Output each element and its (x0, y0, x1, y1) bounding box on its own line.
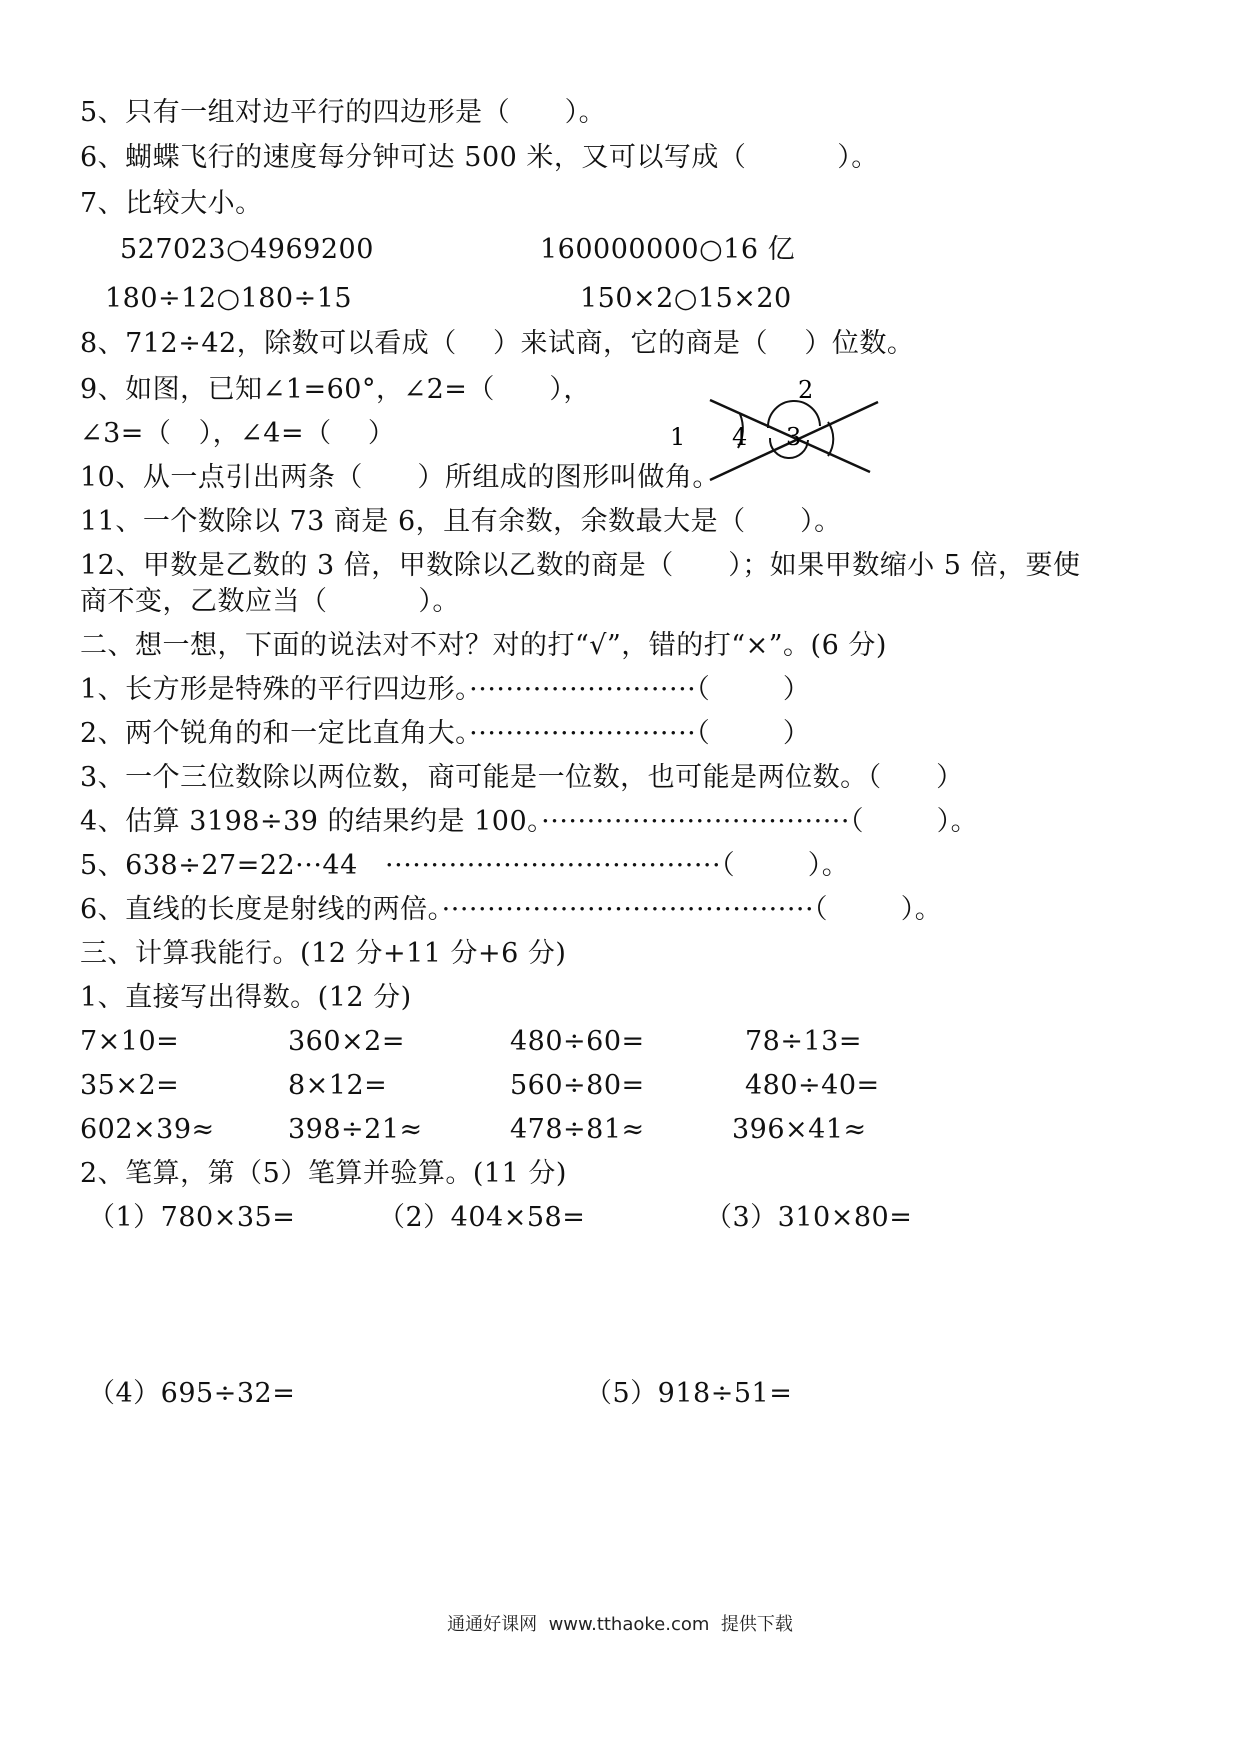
question-5: 5、只有一组对边平行的四边形是（ ）。 (80, 97, 607, 128)
calc-section-heading: 三、计算我能行。(12 分+11 分+6 分) (80, 938, 567, 969)
compare-item-2: 160000000○16 亿 (540, 234, 796, 265)
direct-calc-heading: 1、直接写出得数。(12 分) (80, 982, 412, 1013)
direct-calc-cell: 480÷40= (745, 1070, 880, 1101)
judge-item-3: 3、一个三位数除以两位数，商可能是一位数，也可能是两位数。（ ） (80, 762, 964, 793)
angle-label-3: 3 (786, 423, 802, 451)
question-8: 8、712÷42，除数可以看成（ ）来试商，它的商是（ ）位数。 (80, 328, 915, 359)
direct-calc-cell: 396×41≈ (732, 1114, 867, 1145)
judge-item-1: 1、长方形是特殊的平行四边形。·························（ ） (80, 674, 811, 705)
angle-figure (670, 376, 900, 510)
direct-calc-cell: 480÷60= (510, 1026, 645, 1057)
direct-calc-cell: 560÷80= (510, 1070, 645, 1101)
question-7: 7、比较大小。 (80, 188, 263, 219)
question-12-line-2: 商不变，乙数应当（ ）。 (80, 586, 460, 617)
question-6: 6、蝴蝶飞行的速度每分钟可达 500 米，又可以写成（ ）。 (80, 142, 879, 173)
direct-calc-cell: 8×12= (288, 1070, 388, 1101)
angle-label-2: 2 (798, 376, 814, 404)
compare-item-1: 527023○4969200 (120, 234, 374, 265)
judge-section-heading: 二、想一想，下面的说法对不对？对的打“√”，错的打“×”。(6 分) (80, 630, 887, 661)
written-calc-item: （1）780×35= (88, 1202, 296, 1233)
angle-label-1: 1 (670, 423, 686, 451)
compare-item-4: 150×2○15×20 (580, 283, 792, 314)
direct-calc-cell: 602×39≈ (80, 1114, 215, 1145)
question-11: 11、一个数除以 73 商是 6，且有余数，余数最大是（ ）。 (80, 506, 842, 537)
direct-calc-cell: 78÷13= (745, 1026, 862, 1057)
direct-calc-cell: 7×10= (80, 1026, 180, 1057)
written-calc-item: （4）695÷32= (88, 1378, 296, 1409)
written-calc-heading: 2、笔算，第（5）笔算并验算。(11 分) (80, 1158, 567, 1189)
written-calc-item: （5）918÷51= (585, 1378, 793, 1409)
question-9-line-2: ∠3=（ ），∠4=（ ） (80, 418, 396, 449)
question-12-line-1: 12、甲数是乙数的 3 倍，甲数除以乙数的商是（ ）；如果甲数缩小 5 倍，要使 (80, 550, 1081, 581)
judge-item-2: 2、两个锐角的和一定比直角大。·························（ ） (80, 718, 811, 749)
direct-calc-cell: 398÷21≈ (288, 1114, 423, 1145)
judge-item-4: 4、估算 3198÷39 的结果约是 100。··································（ ）。 (80, 806, 979, 837)
question-9-line-1: 9、如图，已知∠1=60°，∠2=（ ）， (80, 374, 591, 405)
written-calc-item: （2）404×58= (378, 1202, 586, 1233)
written-calc-item: （3）310×80= (705, 1202, 913, 1233)
compare-item-3: 180÷12○180÷15 (105, 283, 353, 314)
judge-item-5: 5、638÷27=22···44 ·····································（ ）。 (80, 850, 850, 881)
angle-3-arc (828, 422, 833, 456)
direct-calc-cell: 360×2= (288, 1026, 405, 1057)
direct-calc-cell: 478÷81≈ (510, 1114, 645, 1145)
footer-credit: 通通好课网 www.tthaoke.com 提供下载 (447, 1614, 793, 1635)
judge-item-6: 6、直线的长度是射线的两倍。·········································（ ）。 (80, 894, 943, 925)
question-10: 10、从一点引出两条（ ）所组成的图形叫做角。 (80, 462, 720, 493)
angle-label-4: 4 (732, 423, 748, 451)
direct-calc-cell: 35×2= (80, 1070, 180, 1101)
